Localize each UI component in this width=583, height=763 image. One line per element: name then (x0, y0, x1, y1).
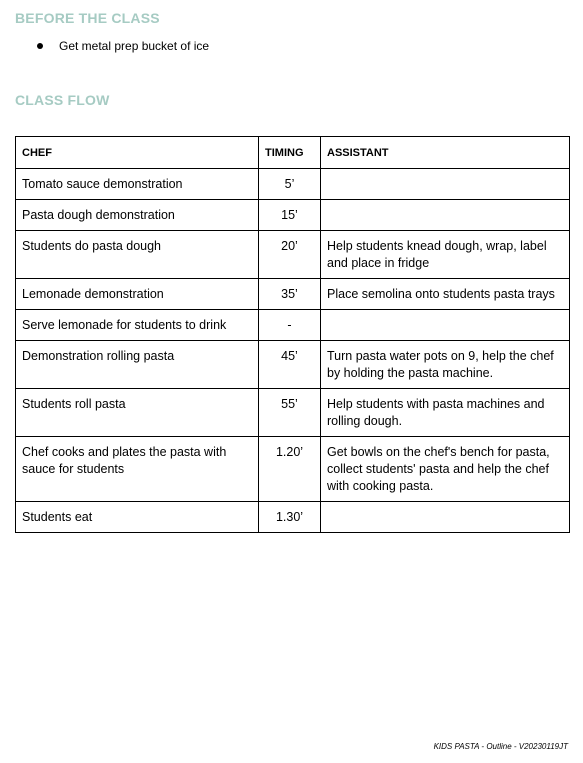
assistant-cell: Place semolina onto students pasta trays (321, 279, 570, 310)
table-header-row (16, 137, 570, 169)
list-item (35, 38, 209, 54)
chef-cell: Chef cooks and plates the pasta with sauce for students (16, 437, 259, 502)
list-item-text: Get metal prep bucket of ice (59, 39, 210, 53)
assistant-cell (321, 502, 570, 533)
table-row (16, 502, 570, 533)
table-row (16, 389, 570, 437)
assistant-cell (321, 200, 570, 231)
chef-cell: Students do pasta dough (16, 231, 259, 279)
column-header-assistant: ASSISTANT (321, 137, 570, 169)
assistant-cell: Get bowls on the chef's bench for pasta, collect students' pasta and help the chef with cooking pasta. (321, 437, 570, 502)
chef-cell: Lemonade demonstration (16, 279, 259, 310)
assistant-cell: Help students with pasta machines and rolling dough. (321, 389, 570, 437)
timing-cell: 55’ (259, 389, 321, 437)
assistant-cell: Help students knead dough, wrap, label and place in fridge (321, 231, 570, 279)
assistant-cell (321, 169, 570, 200)
table-row (16, 231, 570, 279)
timing-cell: 20’ (259, 231, 321, 279)
column-header-timing: TIMING (259, 137, 321, 169)
assistant-cell (321, 310, 570, 341)
column-header-chef: CHEF (16, 137, 259, 169)
timing-cell: - (259, 310, 321, 341)
class-flow-heading: CLASS FLOW (15, 92, 110, 108)
table-row (16, 437, 570, 502)
chef-cell: Pasta dough demonstration (16, 200, 259, 231)
timing-cell: 5’ (259, 169, 321, 200)
assistant-cell: Turn pasta water pots on 9, help the chef by holding the pasta machine. (321, 341, 570, 389)
timing-cell: 1.30’ (259, 502, 321, 533)
document-footer: KIDS PASTA - Outline - V20230119JT (433, 742, 568, 751)
chef-cell: Tomato sauce demonstration (16, 169, 259, 200)
class-flow-table (15, 136, 570, 533)
timing-cell: 1.20’ (259, 437, 321, 502)
timing-cell: 15’ (259, 200, 321, 231)
timing-cell: 45’ (259, 341, 321, 389)
chef-cell: Serve lemonade for students to drink (16, 310, 259, 341)
table-row (16, 341, 570, 389)
bullet-icon (37, 43, 43, 49)
timing-cell: 35’ (259, 279, 321, 310)
chef-cell: Demonstration rolling pasta (16, 341, 259, 389)
chef-cell: Students roll pasta (16, 389, 259, 437)
table-row (16, 200, 570, 231)
table-row (16, 310, 570, 341)
table-row (16, 279, 570, 310)
before-class-heading: BEFORE THE CLASS (15, 10, 160, 26)
table-row (16, 169, 570, 200)
before-class-list (35, 38, 209, 54)
chef-cell: Students eat (16, 502, 259, 533)
